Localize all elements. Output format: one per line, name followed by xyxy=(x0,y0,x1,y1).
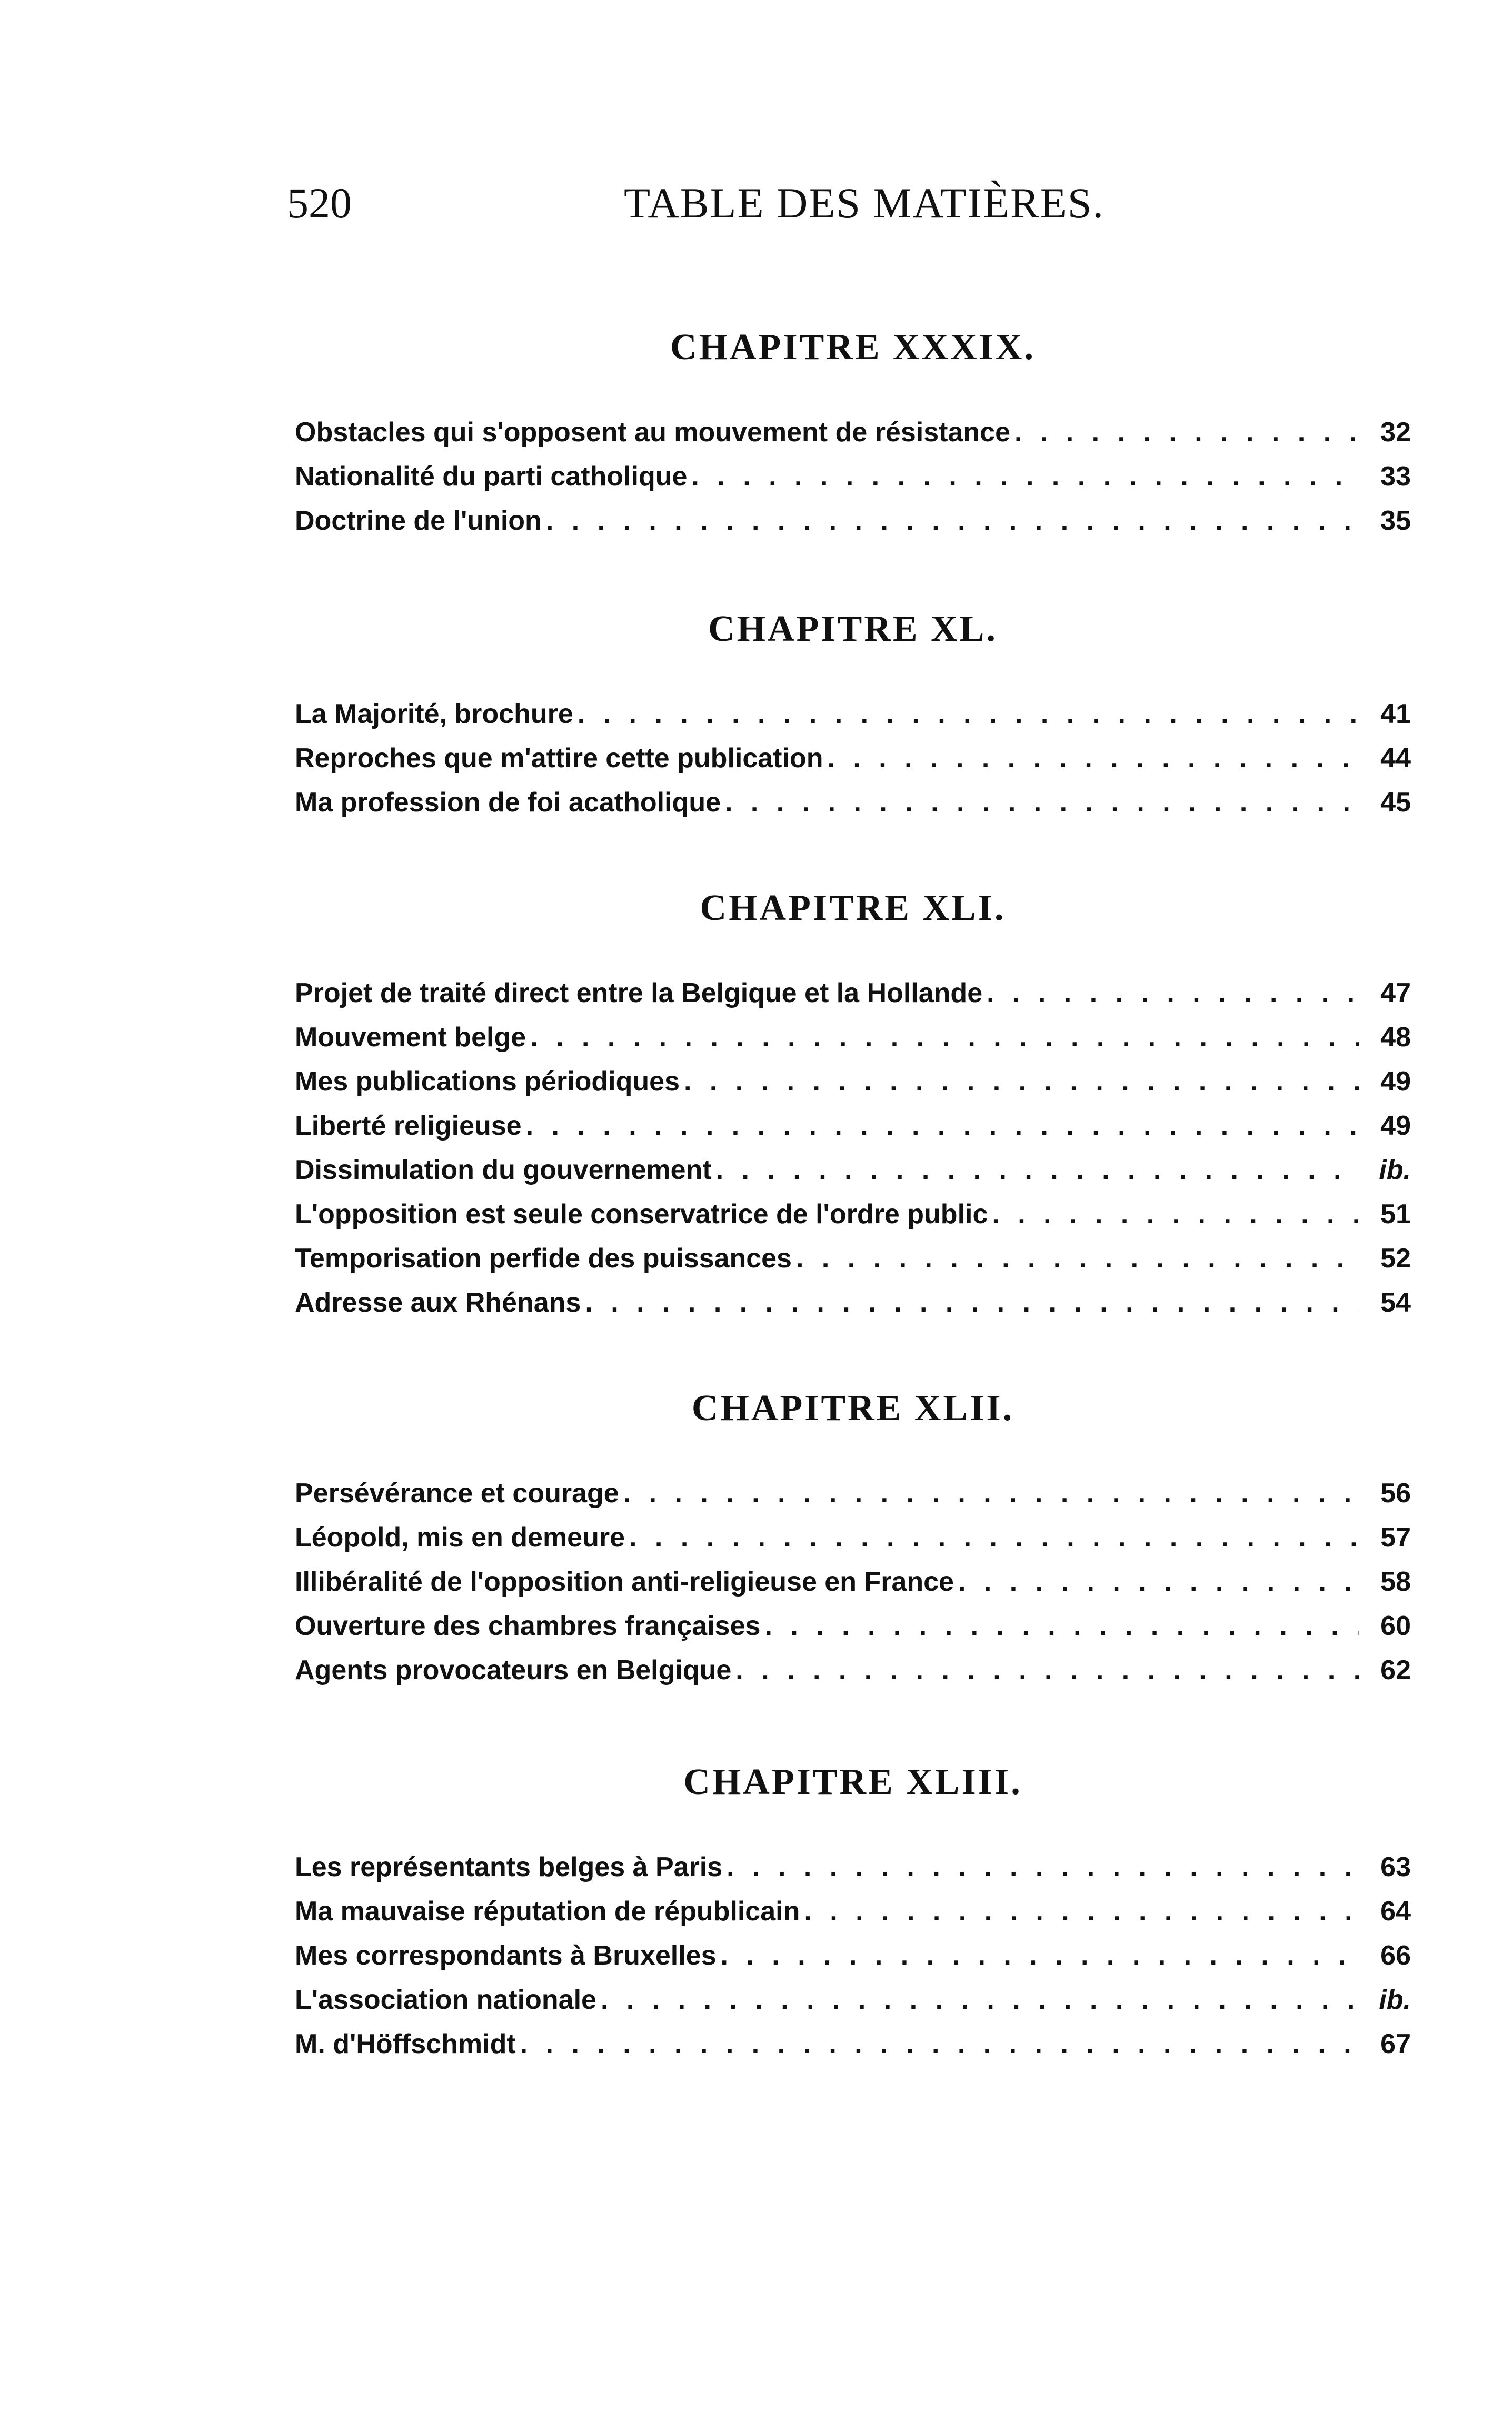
toc-entry xyxy=(295,1022,1411,1066)
dot-leader xyxy=(804,1896,1359,1927)
toc-entry-title: Illibéralité de l'opposition anti-religieuse en France xyxy=(295,1567,954,1597)
toc-entry xyxy=(295,1110,1411,1154)
dot-leader xyxy=(796,1243,1359,1274)
dot-leader xyxy=(520,2028,1359,2060)
dot-leader xyxy=(721,1940,1359,1971)
toc-entry-title: Obstacles qui s'opposent au mouvement de résistance xyxy=(295,417,1010,448)
toc-entry-title: Reproches que m'attire cette publication xyxy=(295,743,823,774)
dot-leader xyxy=(958,1566,1359,1598)
dot-leader xyxy=(1014,417,1359,448)
dot-leader xyxy=(716,1154,1359,1186)
toc-entry-title: Liberté religieuse xyxy=(295,1111,522,1141)
toc-entry-title: L'opposition est seule conservatrice de l'ordre public xyxy=(295,1199,988,1230)
toc-entry-page: 56 xyxy=(1380,1478,1411,1509)
toc-entry-page: 41 xyxy=(1380,699,1411,729)
toc-entry-page: 32 xyxy=(1380,417,1411,448)
toc-entry xyxy=(295,1243,1411,1287)
toc-entry-page: 47 xyxy=(1380,978,1411,1008)
toc-entry xyxy=(295,977,1411,1022)
toc-entry-title: Mes correspondants à Bruxelles xyxy=(295,1940,717,1971)
chapter-title: CHAPITRE XLII. xyxy=(691,1388,1014,1429)
chapter-section xyxy=(295,1390,1411,1699)
dot-leader xyxy=(546,505,1359,537)
dot-leader xyxy=(578,698,1359,730)
toc-entry-page: 44 xyxy=(1380,743,1411,774)
toc-entry xyxy=(295,742,1411,787)
dot-leader xyxy=(727,1851,1359,1883)
toc-entry-page: 49 xyxy=(1380,1111,1411,1141)
dot-leader xyxy=(601,1984,1359,2016)
toc-entry xyxy=(295,461,1411,505)
toc-entry xyxy=(295,1154,1411,1198)
toc-entry xyxy=(295,1610,1411,1654)
chapter-title: CHAPITRE XXXIX. xyxy=(670,327,1036,368)
dot-leader xyxy=(725,787,1359,818)
toc-entry-title: Persévérance et courage xyxy=(295,1478,619,1509)
toc-entry xyxy=(295,1940,1411,1984)
dot-leader xyxy=(623,1478,1359,1509)
toc-entry-page: 35 xyxy=(1380,505,1411,536)
page-number: 520 xyxy=(287,179,352,227)
toc-entry xyxy=(295,1896,1411,1940)
toc-entry-page: 57 xyxy=(1380,1522,1411,1553)
toc-entry-page: 64 xyxy=(1380,1896,1411,1927)
toc-entry-title: Léopold, mis en demeure xyxy=(295,1522,625,1553)
toc-entry-title: Agents provocateurs en Belgique xyxy=(295,1655,732,1686)
chapter-title: CHAPITRE XL. xyxy=(708,609,998,649)
dot-leader xyxy=(691,461,1359,492)
dot-leader xyxy=(629,1522,1359,1553)
dot-leader xyxy=(827,742,1359,774)
toc-entry-page: 45 xyxy=(1380,787,1411,818)
toc-entry-title: Ouverture des chambres françaises xyxy=(295,1611,761,1641)
chapter-section xyxy=(295,329,1411,549)
chapter-title: CHAPITRE XLI. xyxy=(700,888,1006,928)
dot-leader xyxy=(585,1287,1359,1318)
toc-entry-page: 48 xyxy=(1380,1022,1411,1053)
chapter-title: CHAPITRE XLIII. xyxy=(683,1762,1022,1802)
toc-entry-title: Nationalité du parti catholique xyxy=(295,461,688,492)
dot-leader xyxy=(987,977,1359,1009)
toc-entry-title: Les représentants belges à Paris xyxy=(295,1852,723,1882)
toc-entry xyxy=(295,1566,1411,1610)
chapter-section xyxy=(295,1764,1411,2073)
toc-entry xyxy=(295,1522,1411,1566)
toc-entry-page: 67 xyxy=(1380,2029,1411,2059)
chapter-section xyxy=(295,611,1411,831)
toc-entry-page: 51 xyxy=(1380,1199,1411,1230)
toc-entry-page: 54 xyxy=(1380,1287,1411,1318)
toc-entry-title: Mes publications périodiques xyxy=(295,1066,680,1097)
dot-leader xyxy=(684,1066,1359,1097)
toc-entry-page: 58 xyxy=(1380,1567,1411,1597)
toc-entry-page: 63 xyxy=(1380,1852,1411,1882)
chapter-section xyxy=(295,890,1411,1331)
dot-leader xyxy=(992,1198,1359,1230)
toc-entry-title: Ma mauvaise réputation de républicain xyxy=(295,1896,800,1927)
toc-entry xyxy=(295,417,1411,461)
toc-entry-title: Doctrine de l'union xyxy=(295,505,542,536)
toc-entry-page: ib. xyxy=(1379,1155,1411,1185)
toc-entry xyxy=(295,2028,1411,2073)
toc-entry-page: 33 xyxy=(1380,461,1411,492)
running-title: TABLE DES MATIÈRES. xyxy=(624,179,1105,227)
toc-entry-title: Projet de traité direct entre la Belgique et la Hollande xyxy=(295,978,983,1008)
toc-entry-title: La Majorité, brochure xyxy=(295,699,573,729)
toc-entry-title: L'association nationale xyxy=(295,1985,596,2015)
toc-entry-title: Temporisation perfide des puissances xyxy=(295,1243,792,1274)
toc-entry xyxy=(295,1654,1411,1699)
toc-entry-title: Adresse aux Rhénans xyxy=(295,1287,581,1318)
dot-leader xyxy=(530,1022,1359,1053)
toc-entry-page: 60 xyxy=(1380,1611,1411,1641)
toc-entry-page: 62 xyxy=(1380,1655,1411,1686)
toc-entry xyxy=(295,787,1411,831)
toc-entry-title: M. d'Höffschmidt xyxy=(295,2029,516,2059)
toc-entry xyxy=(295,1984,1411,2028)
toc-entry xyxy=(295,1066,1411,1110)
toc-entry-page: 66 xyxy=(1380,1940,1411,1971)
toc-entry-page: 49 xyxy=(1380,1066,1411,1097)
toc-entry-title: Dissimulation du gouvernement xyxy=(295,1155,712,1185)
toc-entry-title: Ma profession de foi acatholique xyxy=(295,787,721,818)
toc-entry xyxy=(295,698,1411,742)
toc-entry xyxy=(295,1198,1411,1243)
dot-leader xyxy=(764,1610,1359,1642)
toc-entry-page: ib. xyxy=(1379,1985,1411,2015)
dot-leader xyxy=(526,1110,1359,1142)
toc-entry-page: 52 xyxy=(1380,1243,1411,1274)
toc-entry xyxy=(295,1851,1411,1896)
dot-leader xyxy=(735,1654,1359,1686)
toc-entry xyxy=(295,1478,1411,1522)
toc-entry-title: Mouvement belge xyxy=(295,1022,526,1053)
toc-entry xyxy=(295,1287,1411,1331)
toc-entry xyxy=(295,505,1411,549)
